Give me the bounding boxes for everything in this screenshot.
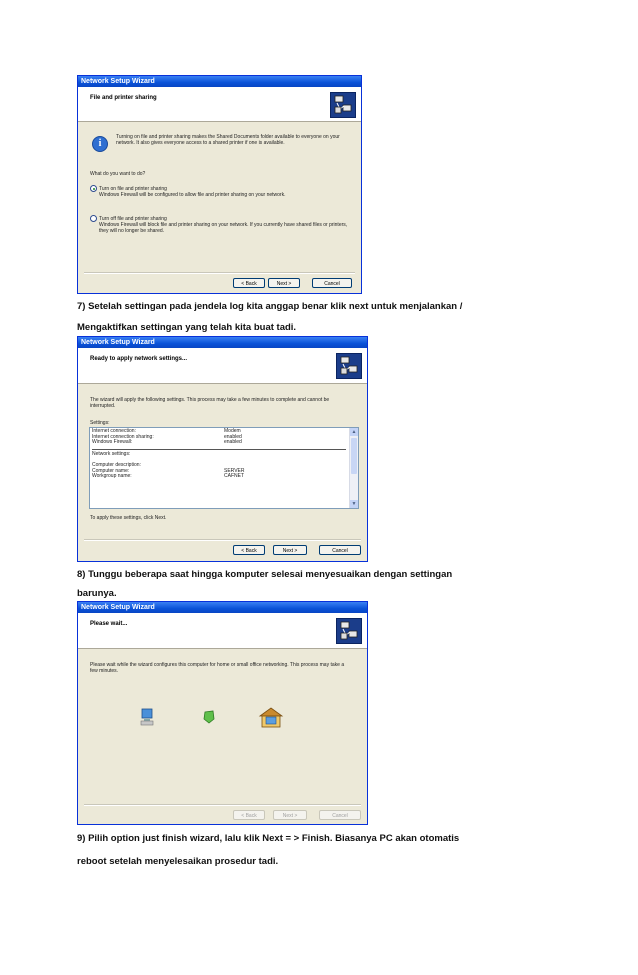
scroll-thumb[interactable] <box>351 438 357 474</box>
window-title: Network Setup Wizard <box>78 76 361 87</box>
next-button[interactable]: Next > <box>273 810 307 820</box>
network-wizard-logo-icon <box>336 618 362 644</box>
option-turn-on[interactable] <box>90 185 351 198</box>
setting-key: Internet connection sharing: <box>92 433 154 440</box>
scroll-down-icon[interactable]: ▼ <box>351 501 357 507</box>
button-separator <box>84 272 355 274</box>
cancel-button[interactable]: Cancel <box>319 810 361 820</box>
next-button[interactable]: Next > <box>273 545 307 555</box>
setting-key: Windows Firewall: <box>92 439 133 445</box>
wait-text: Please wait while the wizard configures this computer for home or small office networking. This process may take a few minutes. <box>90 662 345 674</box>
button-separator <box>84 539 361 541</box>
header-title: File and printer sharing <box>90 95 157 101</box>
settings-label: Settings: <box>90 420 110 426</box>
footer-text: To apply these settings, click Next. <box>90 515 167 521</box>
intro-text: The wizard will apply the following settings. This process may take a few minutes to complete and cannot be interrupted. <box>90 397 330 409</box>
home-network-icon <box>258 706 284 733</box>
radio-turn-off[interactable] <box>90 215 97 222</box>
caption-step-8-line1: 8) Tunggu beberapa saat hingga komputer selesai menyesuaikan dengan settingan <box>77 569 453 580</box>
back-button[interactable]: < Back <box>233 278 265 288</box>
radio-turn-on[interactable] <box>90 185 97 192</box>
setting-key: Internet connection: <box>92 428 136 434</box>
settings-listbox[interactable] <box>89 427 359 509</box>
window-title: Network Setup Wizard <box>78 337 367 348</box>
computer-icon <box>140 708 154 731</box>
network-settings-label: Network settings: <box>92 450 131 457</box>
button-separator <box>84 804 361 806</box>
next-button[interactable]: Next > <box>268 278 300 288</box>
wizard-window-ready-to-apply <box>77 336 368 562</box>
option1-label: Turn on file and printer sharing <box>99 185 167 192</box>
caption-step-8-line2: barunya. <box>77 588 117 599</box>
back-button[interactable]: < Back <box>233 810 265 820</box>
wizard-header <box>78 613 367 649</box>
settings-row <box>92 474 356 480</box>
header-title: Please wait... <box>90 621 128 627</box>
caption-step-7-line2: Mengaktifkan settingan yang telah kita buat tadi. <box>77 322 297 333</box>
setting-value: CAFNET <box>224 473 244 479</box>
wizard-window-file-sharing <box>77 75 362 294</box>
setting-value: enabled <box>224 433 242 440</box>
setting-value: Modem <box>224 428 241 434</box>
settings-row <box>92 440 356 446</box>
wizard-header <box>78 348 367 384</box>
caption-step-7-line1: 7) Setelah settingan pada jendela log kita anggap benar klik next untuk menjalankan / <box>77 301 463 312</box>
network-wizard-logo-icon <box>330 92 356 118</box>
wizard-header <box>78 87 361 122</box>
network-wizard-logo-icon <box>336 353 362 379</box>
settings-scrollbar[interactable] <box>349 428 358 508</box>
window-title: Network Setup Wizard <box>78 602 367 613</box>
option2-desc: Windows Firewall will block file and printer sharing on your network. If you currently have shared files or printers, they will no longer be shared. <box>99 222 348 234</box>
option-turn-off[interactable] <box>90 215 351 234</box>
data-packet-icon <box>203 710 215 729</box>
option2-label: Turn off file and printer sharing <box>99 215 167 222</box>
cancel-button[interactable]: Cancel <box>312 278 352 288</box>
info-icon: i <box>92 136 108 152</box>
back-button[interactable]: < Back <box>233 545 265 555</box>
option1-desc: Windows Firewall will be configured to allow file and printer sharing on your network. <box>99 192 286 198</box>
scroll-up-icon[interactable]: ▲ <box>351 429 357 435</box>
setting-value: enabled <box>224 439 242 445</box>
caption-step-9-line1: 9) Pilih option just finish wizard, lalu klik Next = > Finish. Biasanya PC akan otomatis <box>77 833 460 844</box>
header-title: Ready to apply network settings... <box>90 356 188 362</box>
setting-value: SERVER <box>224 467 245 474</box>
settings-divider <box>92 449 346 450</box>
setting-key: Workgroup name: <box>92 473 132 479</box>
question-text: What do you want to do? <box>90 171 146 177</box>
wizard-window-please-wait <box>77 601 368 825</box>
setting-key: Computer description: <box>92 462 141 468</box>
cancel-button[interactable]: Cancel <box>319 545 361 555</box>
setting-key: Computer name: <box>92 467 130 474</box>
caption-step-9-line2: reboot setelah menyelesaikan prosedur tadi. <box>77 856 279 867</box>
info-text: Turning on file and printer sharing makes the Shared Documents folder available to everyone on your network. It also gives everyone access to a shared printer if one is available. <box>116 134 340 146</box>
